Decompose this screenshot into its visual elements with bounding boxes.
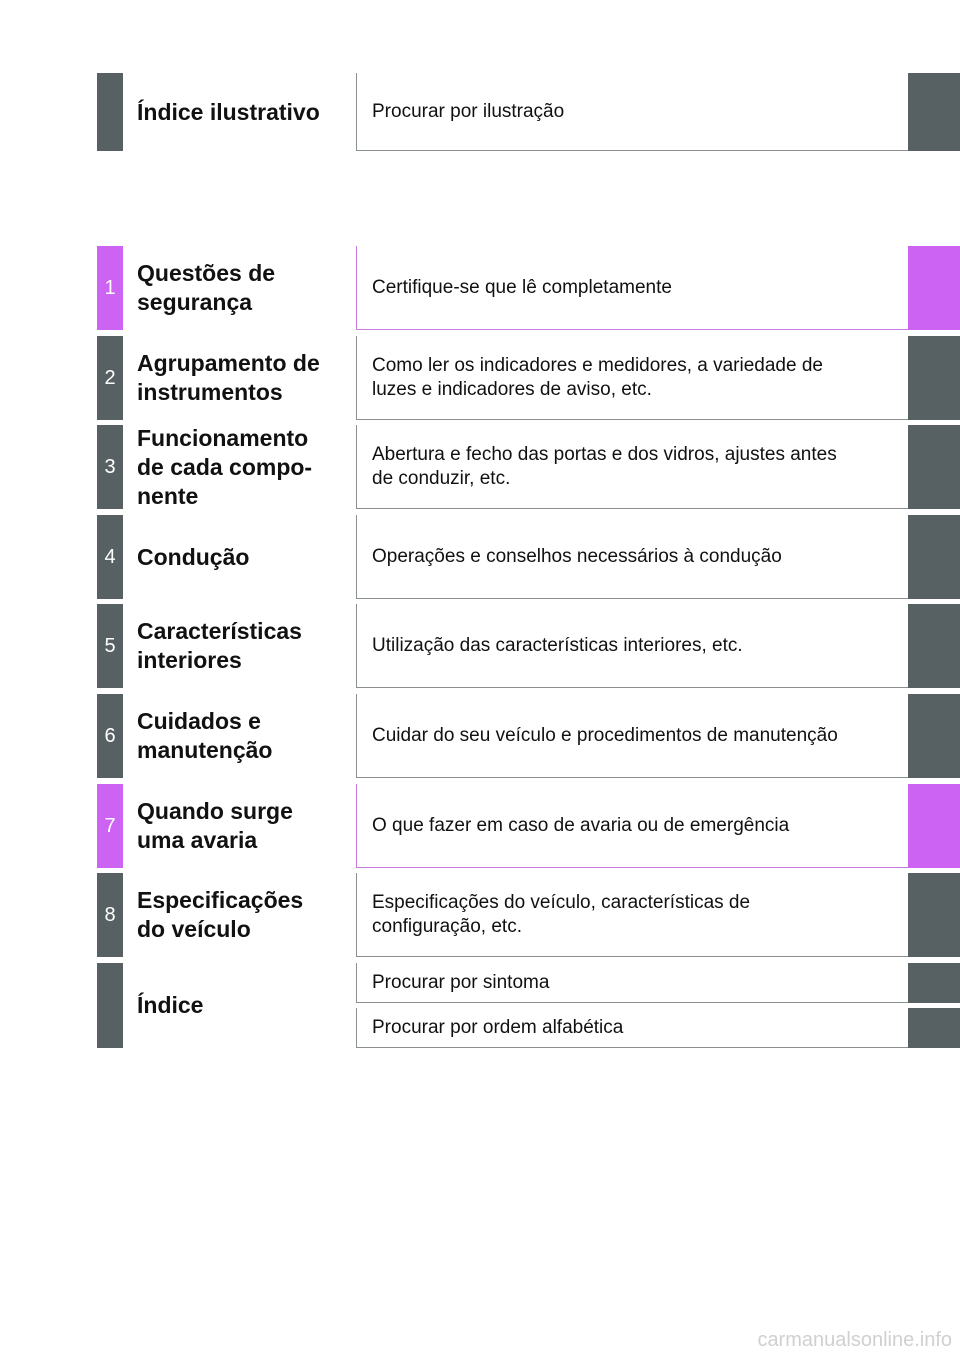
index-item-label: Procurar por ordem alfabética [356, 1008, 908, 1048]
section-number: 5 [104, 634, 116, 657]
index-item-alphabetical[interactable] [356, 1008, 960, 1048]
header-right-tab[interactable] [908, 73, 960, 151]
section-row[interactable] [97, 246, 960, 330]
section-right-tab[interactable] [908, 425, 960, 509]
section-row[interactable] [97, 425, 960, 509]
index-tab [97, 963, 123, 1048]
section-number: 2 [104, 366, 116, 389]
section-row[interactable] [97, 604, 960, 688]
section-row[interactable] [97, 873, 960, 957]
section-number-tab [97, 515, 123, 599]
section-number-tab [97, 246, 123, 330]
section-number: 7 [104, 814, 116, 837]
section-number: 6 [104, 724, 116, 747]
section-number: 1 [104, 276, 116, 299]
section-number: 8 [104, 903, 116, 926]
index-item-tab[interactable] [908, 1008, 960, 1048]
section-description: Como ler os indicadores e medidores, a variedade de luzes e indicadores de aviso, etc. [356, 336, 908, 420]
section-number-tab [97, 604, 123, 688]
section-row[interactable] [97, 784, 960, 868]
section-right-tab[interactable] [908, 694, 960, 778]
section-number: 4 [104, 545, 116, 568]
header-description: Procurar por ilustração [356, 73, 908, 151]
footer-watermark: carmanualsonline.info [757, 1329, 952, 1351]
section-title: Características interiores [137, 618, 302, 673]
section-right-tab[interactable] [908, 784, 960, 868]
section-description: Especificações do veículo, características de configuração, etc. [356, 873, 908, 957]
section-description: Certifique-se que lê completamente [356, 246, 908, 330]
index-row [97, 963, 960, 1048]
section-title: Especificações do veículo [137, 887, 304, 942]
section-title: Funcionamento de cada compo- nente [137, 424, 313, 509]
section-number: 3 [104, 455, 116, 478]
section-title: Agrupamento de instrumentos [137, 350, 320, 405]
header-tab [97, 73, 123, 151]
section-right-tab[interactable] [908, 873, 960, 957]
section-title: Quando surge uma avaria [137, 798, 293, 853]
header-title: Índice ilustrativo [137, 98, 320, 125]
index-title: Índice [137, 992, 204, 1018]
index-item-symptom[interactable] [356, 963, 960, 1003]
section-right-tab[interactable] [908, 515, 960, 599]
section-title: Questões de segurança [137, 260, 276, 315]
header-row[interactable] [97, 73, 960, 151]
section-right-tab[interactable] [908, 336, 960, 420]
section-description: Utilização das características interiores, etc. [356, 604, 908, 688]
section-number-tab [97, 425, 123, 509]
section-title: Condução [137, 543, 250, 570]
section-number-tab [97, 336, 123, 420]
index-item-label: Procurar por sintoma [356, 963, 908, 1003]
section-row[interactable] [97, 694, 960, 778]
section-number-tab [97, 694, 123, 778]
index-item-tab[interactable] [908, 963, 960, 1003]
section-description: Operações e conselhos necessários à condução [356, 515, 908, 599]
section-number-tab [97, 873, 123, 957]
section-row[interactable] [97, 515, 960, 599]
section-title: Cuidados e manutenção [137, 708, 273, 763]
section-number-tab [97, 784, 123, 868]
section-right-tab[interactable] [908, 246, 960, 330]
section-description: Abertura e fecho das portas e dos vidros, ajustes antes de conduzir, etc. [356, 425, 908, 509]
section-row[interactable] [97, 336, 960, 420]
section-right-tab[interactable] [908, 604, 960, 688]
section-description: Cuidar do seu veículo e procedimentos de manutenção [356, 694, 908, 778]
section-description: O que fazer em caso de avaria ou de emergência [356, 784, 908, 868]
